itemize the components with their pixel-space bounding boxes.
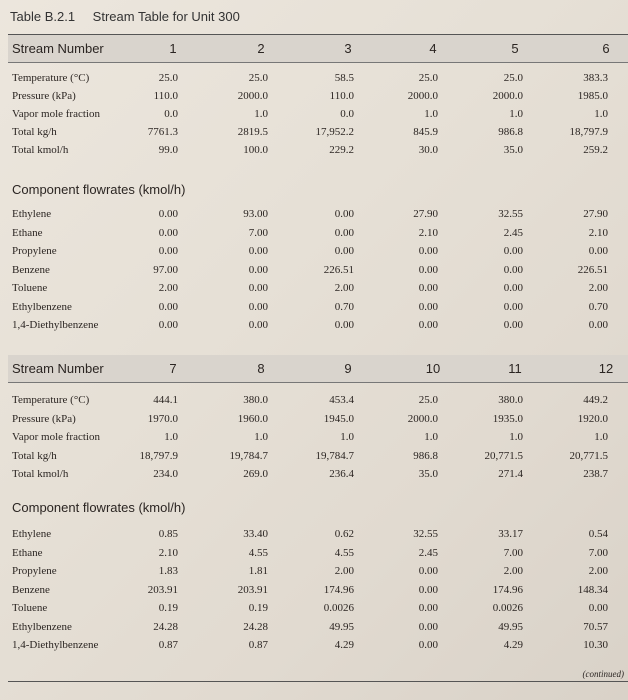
component-value: 226.51	[577, 263, 608, 276]
property-value: 238.7	[583, 468, 608, 480]
property-row	[8, 89, 628, 105]
component-value: 203.91	[147, 583, 178, 596]
property-value: 2819.5	[237, 126, 268, 138]
property-value: 453.4	[329, 394, 354, 406]
property-value: 18,797.9	[569, 126, 608, 138]
component-value: 33.17	[498, 528, 523, 540]
component-label: 1,4-Diethylbenzene	[12, 319, 99, 331]
property-value: 25.0	[158, 72, 178, 84]
property-value: 99.0	[158, 144, 178, 156]
component-row	[8, 583, 628, 599]
stream-number-10: 10	[425, 361, 441, 376]
component-value: 0.00	[248, 263, 268, 276]
property-value: 1.0	[594, 431, 608, 443]
property-row	[8, 430, 628, 446]
property-value: 449.2	[583, 394, 608, 406]
component-value: 0.00	[248, 245, 268, 257]
component-row	[8, 318, 628, 334]
property-label: Total kg/h	[12, 126, 57, 138]
property-value: 2000.0	[407, 90, 438, 102]
property-value: 1.0	[509, 108, 523, 120]
component-row	[8, 263, 628, 279]
component-value: 0.00	[503, 319, 523, 331]
property-value: 18,797.9	[139, 449, 178, 462]
component-value: 0.00	[334, 208, 354, 220]
component-label: Toluene	[12, 282, 48, 294]
component-value: 2.10	[588, 226, 608, 239]
component-value: 0.00	[248, 282, 268, 294]
component-value: 0.00	[158, 319, 178, 331]
stream-number-8: 8	[257, 361, 265, 376]
component-value: 0.00	[334, 226, 354, 239]
component-label: Propylene	[12, 565, 57, 577]
property-value: 2000.0	[492, 90, 523, 102]
stream-number-3: 3	[344, 41, 352, 56]
property-value: 1945.0	[323, 412, 354, 425]
component-value: 0.00	[418, 583, 438, 596]
component-label: Propylene	[12, 245, 57, 257]
component-value: 0.00	[503, 300, 523, 313]
component-value: 27.90	[413, 208, 438, 220]
component-value: 0.00	[418, 602, 438, 614]
property-value: 25.0	[503, 72, 523, 84]
stream-number-9: 9	[344, 361, 352, 376]
component-value: 0.00	[588, 319, 608, 331]
component-value: 4.29	[503, 639, 523, 651]
component-value: 0.00	[503, 282, 523, 294]
component-value: 0.54	[588, 528, 608, 540]
property-value: 25.0	[418, 72, 438, 84]
property-value: 19,784.7	[315, 449, 354, 462]
component-row	[8, 546, 628, 562]
component-value: 203.91	[237, 583, 268, 596]
component-value: 0.0026	[323, 602, 354, 614]
property-label: Vapor mole fraction	[12, 431, 100, 443]
component-value: 0.00	[248, 319, 268, 331]
property-value: 35.0	[418, 468, 438, 480]
property-value: 1.0	[509, 431, 523, 443]
property-label: Temperature (°C)	[12, 72, 90, 84]
component-value: 0.00	[418, 639, 438, 651]
section1-header	[8, 35, 628, 63]
property-value: 1935.0	[492, 412, 523, 425]
component-row	[8, 620, 628, 636]
stream-number-12: 12	[598, 361, 614, 376]
component-value: 0.62	[334, 528, 354, 540]
component-row	[8, 300, 628, 316]
property-value: 271.4	[498, 468, 523, 480]
property-value: 2000.0	[407, 412, 438, 425]
component-value: 0.00	[418, 282, 438, 294]
property-value: 1.0	[254, 431, 268, 443]
component-value: 0.85	[158, 528, 178, 540]
property-value: 100.0	[243, 144, 268, 156]
component-value: 2.00	[588, 565, 608, 577]
property-value: 236.4	[329, 468, 354, 480]
component-value: 1.83	[158, 565, 178, 577]
property-value: 259.2	[583, 144, 608, 156]
property-row	[8, 449, 628, 465]
component-row	[8, 564, 628, 580]
component-value: 32.55	[498, 208, 523, 220]
property-row	[8, 71, 628, 87]
property-row	[8, 393, 628, 409]
component-value: 2.00	[334, 565, 354, 577]
component-label: Ethylene	[12, 528, 52, 540]
component-value: 7.00	[248, 226, 268, 239]
property-value: 380.0	[243, 394, 268, 406]
component-label: 1,4-Diethylbenzene	[12, 639, 99, 651]
property-value: 845.9	[413, 126, 438, 138]
property-label: Total kmol/h	[12, 468, 69, 480]
component-value: 0.00	[334, 245, 354, 257]
component-label: Ethane	[12, 546, 43, 559]
property-value: 1.0	[424, 431, 438, 443]
component-row	[8, 207, 628, 223]
component-value: 0.00	[418, 300, 438, 313]
stream-table	[8, 34, 628, 682]
table-caption: Stream Table for Unit 300	[92, 9, 240, 24]
property-value: 1920.0	[577, 412, 608, 425]
component-value: 70.57	[583, 620, 608, 633]
property-row	[8, 143, 628, 159]
component-value: 0.19	[248, 602, 268, 614]
component-value: 0.00	[248, 300, 268, 313]
property-label: Vapor mole fraction	[12, 108, 100, 120]
property-value: 234.0	[153, 468, 178, 480]
section2-header	[8, 355, 628, 383]
component-value: 2.10	[158, 546, 178, 559]
component-value: 148.34	[577, 583, 608, 596]
component-value: 32.55	[413, 528, 438, 540]
property-value: 20,771.5	[569, 449, 608, 462]
component-value: 0.0026	[492, 602, 523, 614]
component-label: Ethylbenzene	[12, 620, 72, 633]
stream-number-label: Stream Number	[12, 361, 104, 376]
component-value: 0.00	[334, 319, 354, 331]
component-value: 0.87	[248, 639, 268, 651]
property-value: 1.0	[164, 431, 178, 443]
component-value: 49.95	[329, 620, 354, 633]
component-row	[8, 244, 628, 260]
component-value: 0.00	[503, 245, 523, 257]
component-label: Toluene	[12, 602, 48, 614]
stream-number-4: 4	[429, 41, 437, 56]
property-value: 383.3	[583, 72, 608, 84]
property-value: 35.0	[503, 144, 523, 156]
property-value: 444.1	[153, 394, 178, 406]
component-value: 174.96	[492, 583, 523, 596]
property-value: 0.0	[340, 108, 354, 120]
property-value: 30.0	[418, 144, 438, 156]
stream-number-7: 7	[169, 361, 177, 376]
property-value: 0.0	[164, 108, 178, 120]
component-value: 0.00	[418, 245, 438, 257]
property-value: 20,771.5	[484, 449, 523, 462]
stream-number-2: 2	[257, 41, 265, 56]
component-value: 49.95	[498, 620, 523, 633]
component-row	[8, 527, 628, 543]
property-value: 25.0	[248, 72, 268, 84]
component-value: 2.00	[503, 565, 523, 577]
table-title	[10, 9, 240, 24]
component-value: 2.00	[334, 282, 354, 294]
component-row	[8, 281, 628, 297]
component-value: 0.70	[588, 300, 608, 313]
component-value: 2.45	[418, 546, 438, 559]
property-value: 110.0	[153, 90, 178, 102]
property-value: 1.0	[254, 108, 268, 120]
property-row	[8, 412, 628, 428]
table-number: Table B.2.1	[10, 9, 76, 24]
stream-number-1: 1	[169, 41, 177, 56]
component-label: Benzene	[12, 263, 50, 276]
property-value: 1.0	[424, 108, 438, 120]
property-row	[8, 107, 628, 123]
component-value: 93.00	[243, 208, 268, 220]
component-value: 4.55	[334, 546, 354, 559]
component-value: 7.00	[588, 546, 608, 559]
component-value: 10.30	[583, 639, 608, 651]
component-value: 0.00	[588, 602, 608, 614]
component-value: 0.00	[158, 226, 178, 239]
property-label: Pressure (kPa)	[12, 412, 76, 425]
component-value: 4.55	[248, 546, 268, 559]
component-label: Ethylbenzene	[12, 300, 72, 313]
property-value: 1985.0	[577, 90, 608, 102]
property-value: 380.0	[498, 394, 523, 406]
component-value: 0.70	[334, 300, 354, 313]
component-value: 226.51	[323, 263, 354, 276]
component-value: 97.00	[153, 263, 178, 276]
component-value: 0.00	[418, 319, 438, 331]
component-value: 24.28	[153, 620, 178, 633]
component-value: 7.00	[503, 546, 523, 559]
property-value: 25.0	[418, 394, 438, 406]
component-value: 0.00	[418, 565, 438, 577]
property-value: 58.5	[334, 72, 354, 84]
component-value: 2.10	[418, 226, 438, 239]
component-value: 0.00	[418, 263, 438, 276]
component-flowrates-heading: Component flowrates (kmol/h)	[12, 500, 186, 515]
property-value: 269.0	[243, 468, 268, 480]
component-flowrates-heading: Component flowrates (kmol/h)	[12, 182, 186, 197]
stream-number-5: 5	[511, 41, 519, 56]
property-label: Total kmol/h	[12, 144, 69, 156]
component-value: 2.00	[158, 282, 178, 294]
property-row	[8, 125, 628, 141]
property-label: Pressure (kPa)	[12, 90, 76, 102]
component-value: 27.90	[583, 208, 608, 220]
property-label: Total kg/h	[12, 449, 57, 462]
component-value: 0.00	[418, 620, 438, 633]
property-row	[8, 467, 628, 483]
component-value: 2.45	[503, 226, 523, 239]
component-label: Ethane	[12, 226, 43, 239]
component-label: Benzene	[12, 583, 50, 596]
component-value: 174.96	[323, 583, 354, 596]
property-value: 229.2	[329, 144, 354, 156]
property-value: 1.0	[594, 108, 608, 120]
property-value: 1.0	[340, 431, 354, 443]
property-value: 986.8	[498, 126, 523, 138]
stream-number-6: 6	[602, 41, 610, 56]
component-row	[8, 226, 628, 242]
stream-number-label: Stream Number	[12, 41, 104, 56]
continued-note: (continued)	[582, 669, 624, 679]
component-value: 4.29	[334, 639, 354, 651]
property-value: 1960.0	[237, 412, 268, 425]
property-value: 1970.0	[147, 412, 178, 425]
property-value: 2000.0	[237, 90, 268, 102]
component-value: 0.00	[158, 245, 178, 257]
property-value: 986.8	[413, 449, 438, 462]
component-value: 0.00	[158, 300, 178, 313]
component-value: 1.81	[248, 565, 268, 577]
component-value: 2.00	[588, 282, 608, 294]
component-row	[8, 638, 628, 654]
component-value: 0.00	[158, 208, 178, 220]
component-label: Ethylene	[12, 208, 52, 220]
component-value: 0.19	[158, 602, 178, 614]
property-value: 110.0	[329, 90, 354, 102]
property-label: Temperature (°C)	[12, 394, 90, 406]
stream-number-11: 11	[508, 361, 522, 376]
property-value: 17,952.2	[315, 126, 354, 138]
property-value: 19,784.7	[229, 449, 268, 462]
component-value: 0.87	[158, 639, 178, 651]
component-value: 33.40	[243, 528, 268, 540]
property-value: 7761.3	[147, 126, 178, 138]
component-row	[8, 601, 628, 617]
component-value: 0.00	[588, 245, 608, 257]
component-value: 24.28	[243, 620, 268, 633]
component-value: 0.00	[503, 263, 523, 276]
